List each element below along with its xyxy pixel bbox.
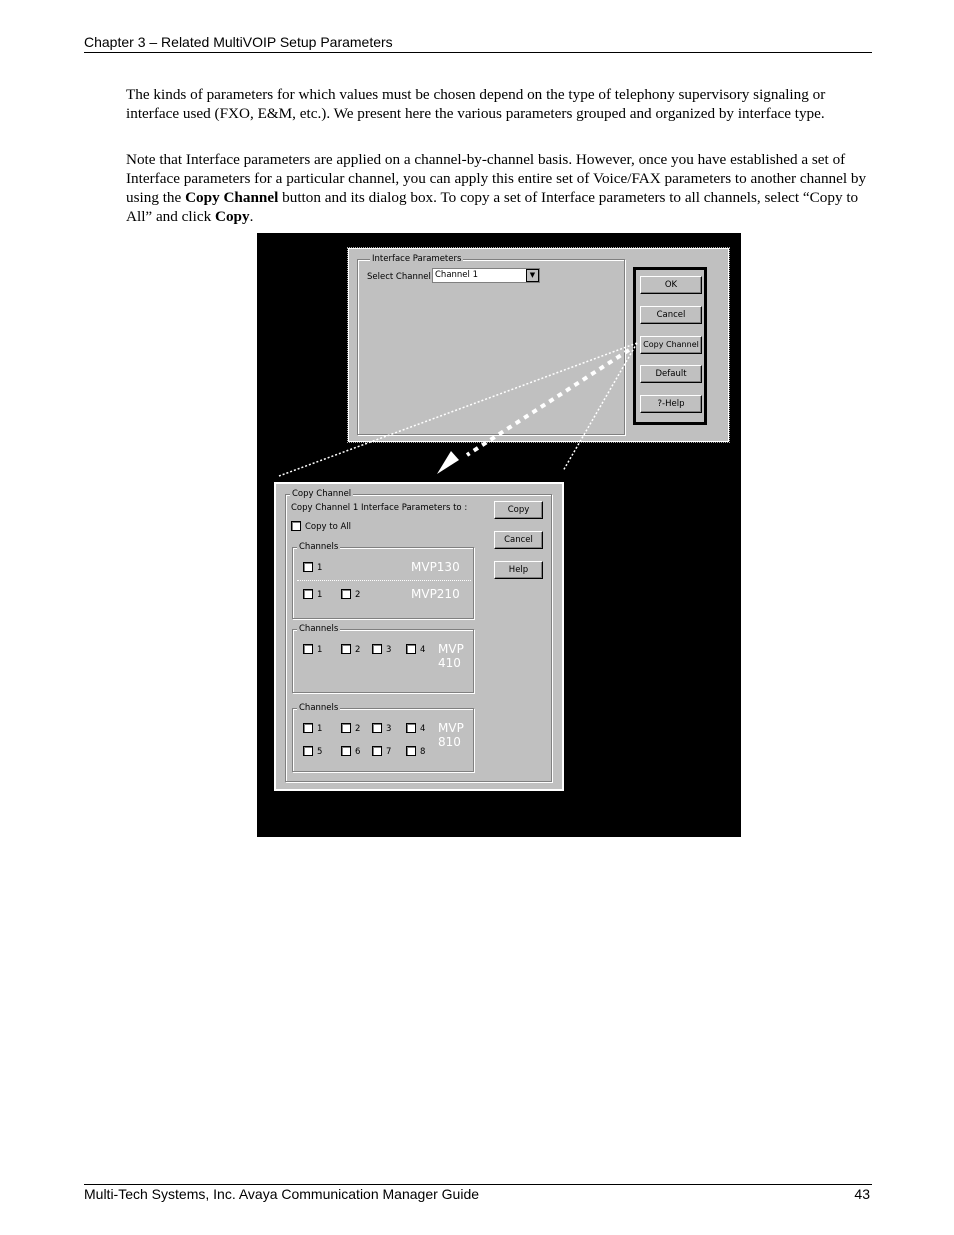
channel-checkbox[interactable] bbox=[303, 644, 313, 654]
interface-parameters-label: Interface Parameters bbox=[372, 254, 462, 264]
channel-checkbox[interactable] bbox=[406, 644, 416, 654]
copy-instruction: Copy Channel 1 Interface Parameters to : bbox=[291, 503, 468, 513]
channel-label: 2 bbox=[355, 590, 361, 600]
intro-paragraph: The kinds of parameters for which values must be chosen depend on the type of telephony supervisory signaling or interface used (FXO, E&M, etc.). We present here the various parameters grouped and organized by interface type. bbox=[126, 86, 826, 122]
channel-checkbox[interactable] bbox=[341, 644, 351, 654]
copy-channel-dialog bbox=[275, 483, 563, 790]
group-separator bbox=[297, 580, 471, 581]
model-label-mvp130: MVP130 bbox=[411, 560, 460, 574]
channel-checkbox[interactable] bbox=[372, 746, 382, 756]
callout-arrow-head bbox=[437, 451, 459, 474]
channel-checkbox[interactable] bbox=[406, 723, 416, 733]
channel-checkbox[interactable] bbox=[341, 723, 351, 733]
channels-label: Channels bbox=[299, 703, 339, 713]
dialog-cancel-button[interactable]: Cancel bbox=[494, 531, 543, 549]
ok-button[interactable]: OK bbox=[640, 276, 702, 294]
screenshot-figure bbox=[257, 233, 741, 837]
copy-channel-group-label: Copy Channel bbox=[292, 489, 352, 499]
channel-label: 7 bbox=[386, 747, 392, 757]
channel-label: 8 bbox=[420, 747, 426, 757]
page-footer bbox=[84, 1184, 872, 1202]
channel-label: 1 bbox=[317, 645, 323, 655]
channel-checkbox[interactable] bbox=[303, 746, 313, 756]
footer-title: Multi-Tech Systems, Inc. Avaya Communication Manager Guide bbox=[84, 1186, 480, 1202]
copy-to-all-label: Copy to All bbox=[305, 522, 352, 532]
channel-checkbox[interactable] bbox=[372, 723, 382, 733]
channel-checkbox[interactable] bbox=[341, 589, 351, 599]
channel-checkbox[interactable] bbox=[341, 746, 351, 756]
channel-label: 2 bbox=[355, 645, 361, 655]
channels-group-mvp130-210 bbox=[292, 542, 474, 619]
channel-label: 3 bbox=[386, 724, 392, 734]
select-channel-value: Channel 1 bbox=[435, 270, 479, 280]
dialog-help-button[interactable]: Help bbox=[494, 561, 543, 579]
copy-channel-button[interactable]: Copy Channel bbox=[640, 336, 702, 354]
default-button[interactable]: Default bbox=[640, 365, 702, 383]
channel-label: 6 bbox=[355, 747, 361, 757]
channel-label: 4 bbox=[420, 645, 426, 655]
channel-checkbox[interactable] bbox=[303, 723, 313, 733]
channel-checkbox[interactable] bbox=[303, 562, 313, 572]
help-button[interactable]: ?-Help bbox=[640, 395, 702, 413]
channel-label: 3 bbox=[386, 645, 392, 655]
chapter-title: Chapter 3 – Related MultiVOIP Setup Parameters bbox=[84, 34, 393, 50]
copy-channel-bold: Copy Channel bbox=[185, 189, 279, 206]
channels-label: Channels bbox=[299, 624, 339, 634]
callout-arrow-shaft bbox=[467, 350, 629, 455]
channels-group-mvp410 bbox=[292, 624, 474, 693]
channel-label: 1 bbox=[317, 590, 323, 600]
note-text: Note that Interface parameters are applied on a channel-by-channel basis. However, once you have established a set of Interface parameters for a particular channel, you can apply this entire set of Voice/FAX parameters to another channel by using the bbox=[126, 151, 867, 206]
channel-label: 2 bbox=[355, 724, 361, 734]
chevron-down-icon[interactable]: ▼ bbox=[526, 269, 539, 282]
channel-label: 1 bbox=[317, 724, 323, 734]
select-channel-label: Select Channel bbox=[367, 272, 431, 282]
model-label-mvp210: MVP210 bbox=[411, 587, 460, 601]
channel-checkbox[interactable] bbox=[303, 589, 313, 599]
channels-group-mvp810 bbox=[292, 703, 474, 772]
channel-label: 4 bbox=[420, 724, 426, 734]
page-number: 43 bbox=[854, 1186, 870, 1202]
channels-label: Channels bbox=[299, 542, 339, 552]
note-text-end: . bbox=[249, 208, 254, 225]
note-text-2: button and its dialog box. To copy a set of Interface parameters to all channels, select “Copy to All” and click bbox=[126, 189, 859, 225]
channel-checkbox[interactable] bbox=[406, 746, 416, 756]
channel-label: 1 bbox=[317, 563, 323, 573]
copy-bold: Copy bbox=[214, 208, 250, 225]
channel-checkbox[interactable] bbox=[372, 644, 382, 654]
callout-line-left bbox=[279, 343, 637, 476]
callout-line-right bbox=[563, 343, 637, 471]
copy-to-all-checkbox[interactable] bbox=[291, 521, 301, 531]
model-label-mvp410: MVP 410 bbox=[438, 642, 464, 670]
copy-button[interactable]: Copy bbox=[494, 501, 543, 519]
cancel-button[interactable]: Cancel bbox=[640, 306, 702, 324]
channel-label: 5 bbox=[317, 747, 323, 757]
note-paragraph bbox=[126, 150, 876, 226]
copy-channel-group bbox=[285, 489, 552, 782]
page-header bbox=[84, 34, 872, 53]
model-label-mvp810: MVP 810 bbox=[438, 721, 464, 749]
